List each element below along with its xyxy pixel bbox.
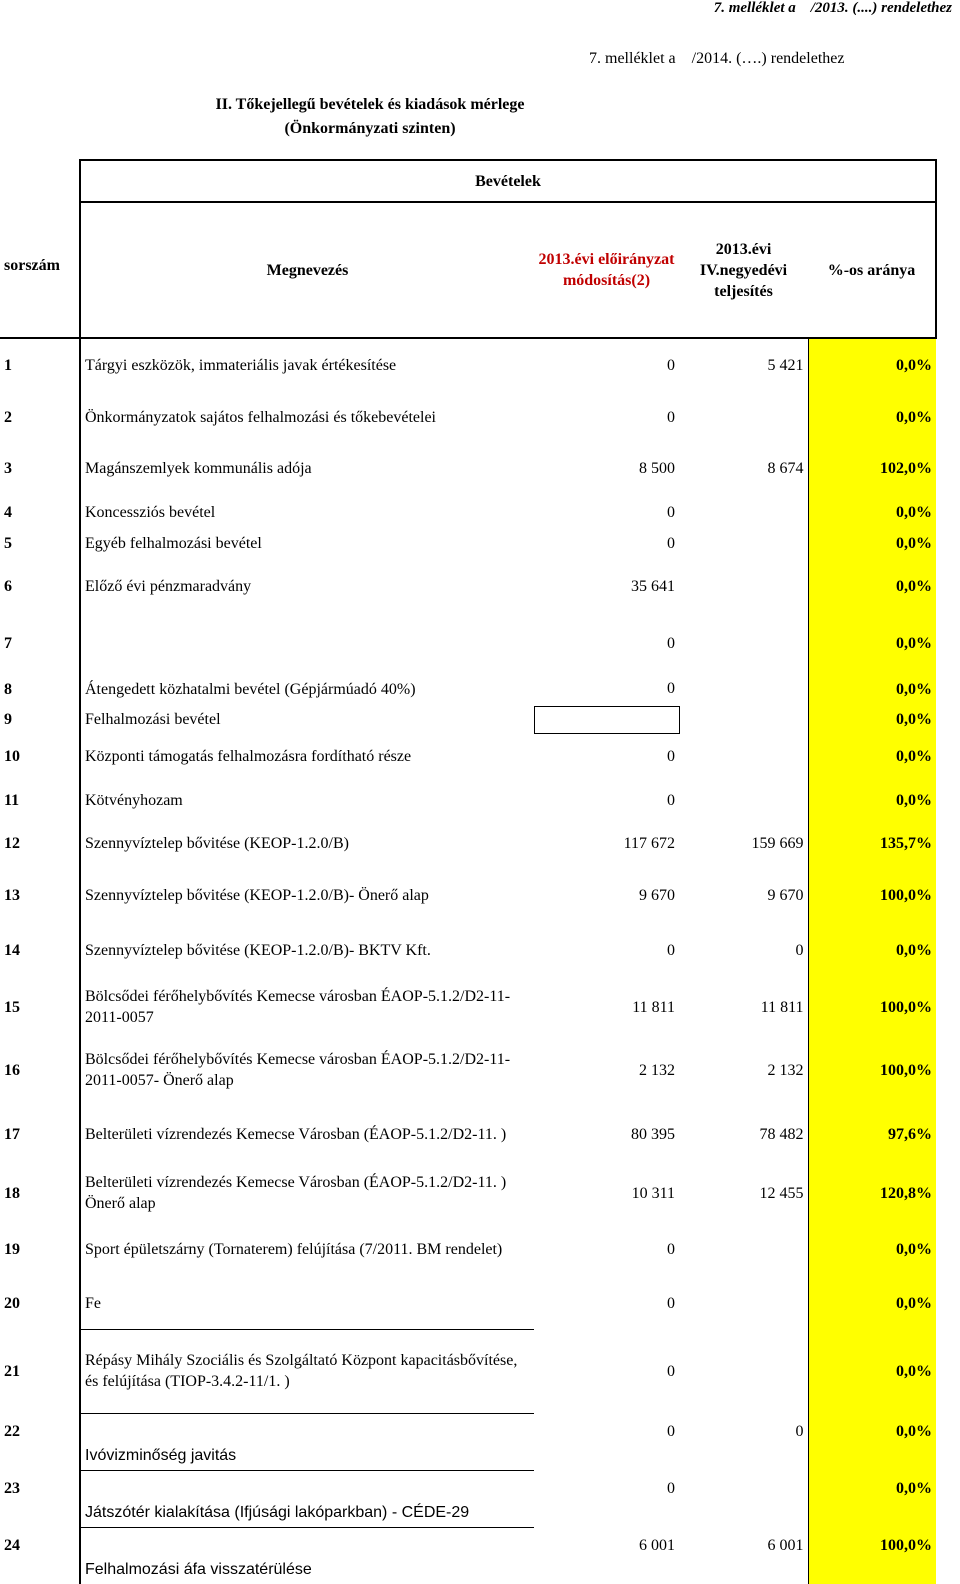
row-percentage: 0,0%: [808, 1329, 936, 1413]
row-percentage: 120,8%: [808, 1165, 936, 1221]
row-value-modified: 0: [667, 791, 675, 809]
row-name: Répásy Mihály Szociális és Szolgáltató Központ kapacitásbővítése, és felújítása (TIOP-3.4.2-11/1. ): [80, 1329, 534, 1413]
row-name: Bölcsődei férőhelybővítés Kemecse városban ÉAOP-5.1.2/D2-11-2011-0057: [80, 978, 534, 1036]
row-name: Belterületi vízrendezés Kemecse Városban (ÉAOP-5.1.2/D2-11. ) Önerő alap: [80, 1165, 534, 1221]
col-header-pct: %-os aránya: [808, 202, 936, 338]
table-row: [0, 443, 936, 494]
row-number: 2: [4, 408, 12, 426]
row-name: [80, 615, 534, 672]
row-value-actual: 6 001: [767, 1537, 804, 1554]
table-row: [0, 780, 936, 820]
table-row: [0, 706, 936, 733]
row-value-actual: [679, 557, 808, 615]
header-line-2013: 7. melléklet a /2013. (....) rendelethez: [713, 0, 952, 16]
row-number: 7: [4, 635, 12, 652]
col-header-sorszam: sorszám: [0, 202, 80, 338]
row-number: 15: [4, 998, 20, 1016]
row-value-modified: 0: [667, 942, 675, 959]
row-value-actual: 0: [795, 1423, 804, 1440]
row-value-actual: 78 482: [759, 1126, 804, 1143]
row-number: 4: [4, 503, 12, 521]
row-name: Önkormányzatok sajátos felhalmozási és tőkebevételei: [80, 391, 534, 443]
title-line-1: II. Tőkejellegű bevételek és kiadások mérlege: [215, 96, 525, 113]
row-value-modified: 0: [667, 1480, 675, 1497]
row-number: 20: [4, 1295, 20, 1312]
table-row: [0, 1278, 936, 1329]
row-value-modified: 0: [667, 1241, 675, 1258]
row-name: Belterületi vízrendezés Kemecse Városban (ÉAOP-5.1.2/D2-11. ): [80, 1104, 534, 1165]
row-number: 24: [4, 1537, 20, 1554]
row-value-modified: 35 641: [631, 577, 675, 595]
row-value-actual: 0: [795, 942, 804, 959]
table-row: [0, 672, 936, 706]
row-value-actual: 8 674: [767, 460, 804, 477]
row-value-modified: 0: [667, 356, 675, 374]
row-name: Szennyvíztelep bővitése (KEOP-1.2.0/B): [80, 820, 534, 867]
row-name: Egyéb felhalmozási bevétel: [80, 530, 534, 557]
table-row: [0, 1036, 936, 1104]
row-name: Játszótér kialakítása (Ifjúsági lakóparkban) - CÉDE-29: [80, 1470, 534, 1527]
row-number: 8: [4, 680, 12, 698]
row-percentage: 0,0%: [808, 391, 936, 443]
row-value-modified: 0: [667, 680, 675, 698]
row-value-actual: 9 670: [767, 886, 804, 904]
row-percentage: 0,0%: [808, 338, 936, 391]
table-row: [0, 338, 936, 391]
row-number: 23: [4, 1480, 20, 1497]
row-value-actual: 11 811: [760, 998, 804, 1016]
row-value-modified: 0: [667, 1295, 675, 1312]
row-number: 17: [4, 1126, 20, 1143]
row-value-actual: [679, 733, 808, 780]
row-value-modified: 0: [667, 748, 675, 766]
row-value-actual: 12 455: [759, 1184, 804, 1202]
row-percentage: 100,0%: [808, 1036, 936, 1104]
table-row: [0, 1104, 936, 1165]
row-name: Tárgyi eszközök, immateriális javak értékesítése: [80, 338, 534, 391]
row-value-modified: 6 001: [639, 1537, 675, 1554]
row-name: Szennyvíztelep bővitése (KEOP-1.2.0/B)- Önerő alap: [80, 867, 534, 923]
col-header-v2: 2013.évi IV.negyedévi teljesítés: [679, 202, 808, 338]
sorszam-header-spacer: [0, 160, 80, 202]
row-number: 1: [4, 356, 12, 374]
row-number: 5: [4, 535, 12, 552]
row-number: 18: [4, 1184, 20, 1202]
row-number: 22: [4, 1423, 20, 1440]
row-value-modified: 2 132: [639, 1061, 675, 1079]
row-percentage: 0,0%: [808, 557, 936, 615]
row-number: 21: [4, 1362, 20, 1380]
row-name: Sport épületszárny (Tornaterem) felújítása (7/2011. BM rendelet): [80, 1221, 534, 1278]
row-number: 14: [4, 942, 20, 959]
row-percentage: 100,0%: [808, 867, 936, 923]
row-value-actual: [679, 1221, 808, 1278]
header-line-2014: 7. melléklet a /2014. (….) rendelethez: [589, 50, 845, 67]
row-value-actual: [679, 391, 808, 443]
row-percentage: 0,0%: [808, 494, 936, 530]
row-percentage: 0,0%: [808, 1221, 936, 1278]
row-name: Bölcsődei férőhelybővítés Kemecse városban ÉAOP-5.1.2/D2-11-2011-0057- Önerő alap: [80, 1036, 534, 1104]
row-number: 13: [4, 886, 20, 904]
row-value-modified: [534, 706, 679, 733]
row-percentage: 102,0%: [808, 443, 936, 494]
row-percentage: 0,0%: [808, 733, 936, 780]
table-row: [0, 494, 936, 530]
row-value-modified: 8 500: [639, 460, 675, 477]
table-row: [0, 557, 936, 615]
row-value-actual: 5 421: [767, 356, 804, 374]
table-row: [0, 1470, 936, 1527]
row-name: Felhalmozási bevétel: [80, 706, 534, 733]
row-value-modified: 0: [667, 503, 675, 521]
row-name: Kötvényhozam: [80, 780, 534, 820]
row-value-actual: [679, 530, 808, 557]
revenue-table: [0, 159, 937, 1584]
row-percentage: 135,7%: [808, 820, 936, 867]
row-percentage: 0,0%: [808, 923, 936, 978]
page-title: [0, 93, 740, 141]
row-value-modified: 80 395: [631, 1126, 675, 1143]
row-percentage: 0,0%: [808, 1470, 936, 1527]
row-value-actual: 159 669: [751, 835, 804, 852]
row-percentage: 0,0%: [808, 615, 936, 672]
row-value-modified: 117 672: [623, 835, 675, 852]
col-header-name: Megnevezés: [80, 202, 534, 338]
title-line-2: (Önkormányzati szinten): [284, 120, 456, 137]
row-value-modified: 9 670: [639, 886, 675, 904]
row-value-actual: [679, 615, 808, 672]
row-value-modified: 0: [667, 408, 675, 426]
row-name: Koncessziós bevétel: [80, 494, 534, 530]
row-value-actual: [679, 1329, 808, 1413]
row-value-modified: 11 811: [632, 998, 675, 1016]
row-percentage: 0,0%: [808, 1278, 936, 1329]
row-value-modified: 0: [667, 535, 675, 552]
row-percentage: 0,0%: [808, 672, 936, 706]
row-name: Központi támogatás felhalmozásra fordítható része: [80, 733, 534, 780]
row-number: 6: [4, 577, 12, 595]
row-name: Előző évi pénzmaradvány: [80, 557, 534, 615]
row-value-actual: [679, 780, 808, 820]
table-row: [0, 820, 936, 867]
table-row: [0, 978, 936, 1036]
table-row: [0, 733, 936, 780]
row-value-actual: [679, 1278, 808, 1329]
row-name: Felhalmozási áfa visszatérülése: [80, 1527, 534, 1584]
row-value-actual: [679, 494, 808, 530]
row-name: Szennyvíztelep bővitése (KEOP-1.2.0/B)- BKTV Kft.: [80, 923, 534, 978]
table-row: [0, 615, 936, 672]
row-percentage: 0,0%: [808, 1413, 936, 1470]
table-row: [0, 1329, 936, 1413]
row-percentage: 97,6%: [808, 1104, 936, 1165]
table-row: [0, 1527, 936, 1584]
row-number: 3: [4, 460, 12, 477]
table-row: [0, 867, 936, 923]
table-row: [0, 1413, 936, 1470]
row-value-actual: [679, 706, 808, 733]
row-name: Fe: [80, 1278, 534, 1329]
table-row: [0, 923, 936, 978]
row-number: 9: [4, 711, 12, 728]
row-number: 19: [4, 1241, 20, 1258]
row-percentage: 0,0%: [808, 706, 936, 733]
row-value-modified: 0: [667, 1362, 675, 1380]
row-percentage: 100,0%: [808, 1527, 936, 1584]
table-row: [0, 530, 936, 557]
row-percentage: 0,0%: [808, 530, 936, 557]
table-row: [0, 1165, 936, 1221]
row-value-modified: 0: [667, 635, 675, 652]
table-row: [0, 391, 936, 443]
row-name: Magánszemlyek kommunális adója: [80, 443, 534, 494]
row-percentage: 0,0%: [808, 780, 936, 820]
row-percentage: 100,0%: [808, 978, 936, 1036]
row-value-modified: 0: [667, 1423, 675, 1440]
col-header-v1: 2013.évi előirányzat módosítás(2): [534, 202, 679, 338]
row-value-actual: [679, 672, 808, 706]
row-value-actual: [679, 1470, 808, 1527]
row-number: 12: [4, 835, 20, 852]
row-name: Átengedett közhatalmi bevétel (Gépjármúadó 40%): [80, 672, 534, 706]
row-number: 11: [4, 791, 20, 809]
row-name: Ivóvizminőség javitás: [80, 1413, 534, 1470]
row-value-modified: 10 311: [631, 1184, 675, 1202]
row-number: 16: [4, 1061, 20, 1079]
group-header-bevetelek: Bevételek: [80, 160, 936, 202]
table-row: [0, 1221, 936, 1278]
row-value-actual: 2 132: [767, 1061, 804, 1079]
row-number: 10: [4, 748, 20, 765]
